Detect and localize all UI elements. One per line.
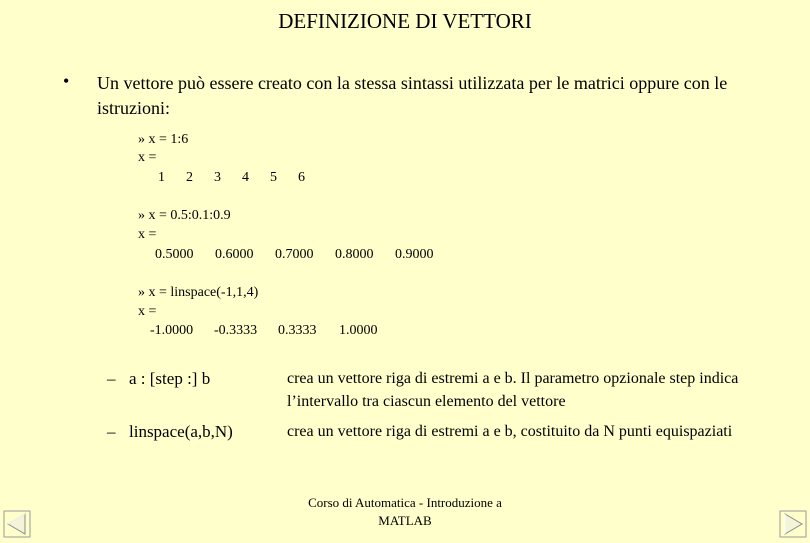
output-value: 5 xyxy=(270,170,277,185)
output-value: 1.0000 xyxy=(339,323,378,338)
syntax-form: a : [step :] b xyxy=(129,369,211,388)
output-value: 1 xyxy=(158,170,165,185)
command-line: » x = linspace(-1,1,4) xyxy=(138,285,259,300)
footer-text: Corso di Automatica - Introduzione a MATLAB xyxy=(308,495,502,528)
output-value: 4 xyxy=(242,170,249,185)
syntax-dash: – xyxy=(107,422,116,441)
command-line: » x = 1:6 xyxy=(138,132,189,147)
syntax-dash: – xyxy=(107,369,116,388)
bullet-marker: • xyxy=(63,71,70,91)
output-value: 2 xyxy=(186,170,193,185)
output-var: x = xyxy=(138,227,157,242)
output-value: -0.3333 xyxy=(214,323,258,338)
output-value: 0.3333 xyxy=(278,323,317,338)
output-value: 3 xyxy=(214,170,221,185)
slide-title: DEFINIZIONE DI VETTORI xyxy=(278,9,532,33)
output-var: x = xyxy=(138,304,157,319)
output-value: 0.7000 xyxy=(275,247,314,262)
output-value: -1.0000 xyxy=(150,323,194,338)
nav-prev-button[interactable] xyxy=(3,510,31,538)
syntax-description: crea un vettore riga di estremi a e b. Il parametro opzionale step indica l’intervallo tra ciascun elemento del vettore xyxy=(287,370,739,410)
output-value: 6 xyxy=(298,170,305,185)
output-var: x = xyxy=(138,150,157,165)
bullet-text: Un vettore può essere creato con la stessa sintassi utilizzata per le matrici oppure con le istruzioni: xyxy=(97,73,728,118)
nav-next-button[interactable] xyxy=(779,510,807,538)
output-value: 0.6000 xyxy=(215,247,254,262)
output-value: 0.9000 xyxy=(395,247,434,262)
nav-left-triangle-icon xyxy=(3,510,31,538)
syntax-form: linspace(a,b,N) xyxy=(129,422,233,441)
syntax-description: crea un vettore riga di estremi a e b, costituito da N punti equispaziati xyxy=(287,423,733,440)
command-line: » x = 0.5:0.1:0.9 xyxy=(138,208,231,223)
output-value: 0.5000 xyxy=(155,247,194,262)
output-value: 0.8000 xyxy=(335,247,374,262)
nav-right-triangle-icon xyxy=(779,510,807,538)
